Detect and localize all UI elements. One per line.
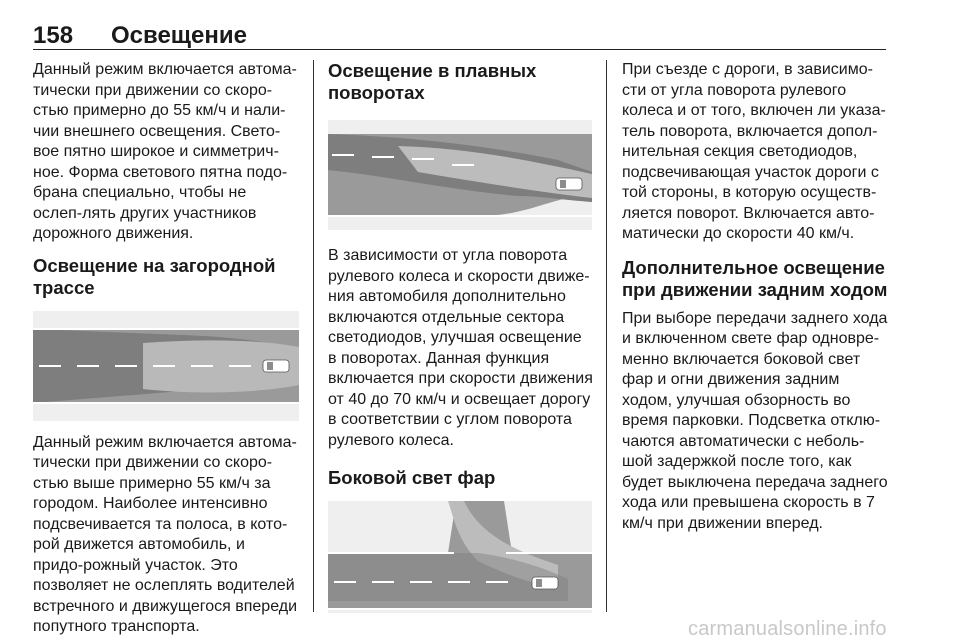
city-light-paragraph: Данный режим включается автома‐тически при движении со скоро‐стью примерно до 55 км/ч и нали‐чии внешнего освещения. Свето‐вое пятно широкое и симметрич‐ное. Форма светового пятна подо‐брана специально, чтобы не ослеп‐лять других участников дорожного движения.	[33, 61, 297, 242]
column-divider-1	[313, 60, 314, 612]
reverse-light-heading: Дополнительное освещение при движении задним ходом	[622, 256, 888, 300]
side-light-heading: Боковой свет фар	[328, 467, 496, 488]
curve-light-heading: Освещение в плавных поворотах	[328, 60, 537, 103]
curve-light-paragraph: В зависимости от угла поворота рулевого колеса и скорости движе‐ния автомобиля дополнительно включаются отдельные сектора светодиодов, улучшая освещение в поворотах. Данная функция включается при скорости движения от 40 до 70 км/ч и освещает дорогу в соответствии с углом поворота рулевого колеса.	[328, 247, 593, 449]
column-left	[33, 60, 299, 638]
page-header	[33, 22, 886, 50]
column-divider-2	[606, 60, 607, 612]
side-light-paragraph: При съезде с дороги, в зависимо‐сти от угла поворота рулевого колеса и от того, включен ли указа‐тель поворота, включается допол‐нительная секция светодиодов, подсвечивающая участок дороги с той стороны, в которую осуществ‐ляется поворот. Включается авто‐матически до скорости 40 км/ч.	[622, 61, 886, 242]
reverse-light-paragraph: При выборе передачи заднего хода и включенном свете фар одновре‐менно включается боковой свет фар и огни движения задним ходом, улучшая обзорность во время парковки. Подсветка отклю‐чаются автоматически с неболь‐шой задержкой после того, как будет выключена передача заднего хода или превышена скорость в 7 км/ч при движении вперед.	[622, 309, 888, 532]
curve-light-illustration	[328, 120, 592, 230]
watermark: carmanualsonline.info	[688, 618, 887, 640]
country-light-heading: Освещение на загородной трассе	[33, 254, 276, 298]
page-title: Освещение	[111, 22, 247, 49]
side-light-illustration	[328, 501, 592, 613]
column-middle	[328, 60, 594, 613]
header-rule	[33, 49, 886, 50]
country-light-illustration	[33, 311, 299, 421]
column-right	[622, 60, 888, 534]
country-light-paragraph: Данный режим включается автома‐тически при движении со скоро‐стью выше примерно 55 км/ч за городом. Наиболее интенсивно подсвечивается та полоса, в кото‐рой движется автомобиль, и придо‐рожный участок. Это позволяет не ослеплять водителей встречного и движущегося впереди попутного транспорта.	[33, 433, 298, 635]
page-number: 158	[33, 22, 74, 49]
